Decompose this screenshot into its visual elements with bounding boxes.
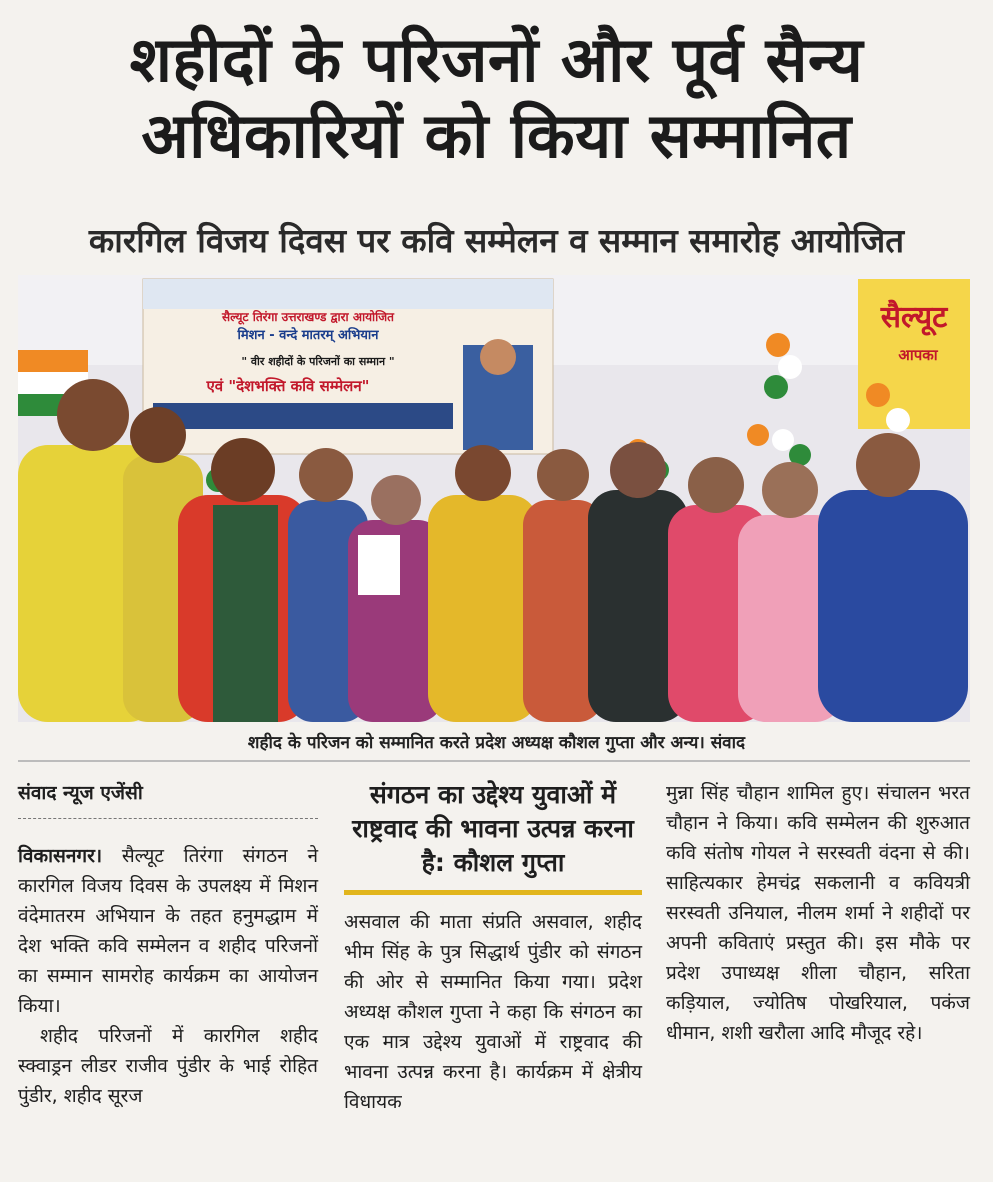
article-column-3 [666,778,970,1048]
byline: संवाद न्यूज एजेंसी [18,778,318,819]
paragraph-1 [18,841,318,1021]
event-photo [18,275,970,722]
headline-line-1: शहीदों के परिजनों और पूर्व सैन्य [129,23,864,96]
separator [18,760,970,762]
paragraph-2: शहीद परिजनों में कारगिल शहीद स्क्वाड्रन लीडर राजीव पुंडीर के भाई रोहित पुंडीर, शहीद सूरज [18,1025,318,1107]
subheadline: कारगिल विजय दिवस पर कवि सम्मेलन व सम्मान समारोह आयोजित [88,221,905,260]
banner-line-3: " वीर शहीदों के परिजनों का सम्मान " [241,355,395,368]
side-banner-text: सैल्यूट [880,300,948,335]
article-column-1 [18,778,318,1111]
paragraph-3: असवाल की माता संप्रति असवाल, शहीद भीम सिंह के पुत्र सिद्धार्थ पुंडीर को संगठन की ओर से सम्मानित किया गया। प्रदेश अध्यक्ष कौशल गुप्ता ने कहा कि संगठन का एक मात्र उद्देश्य युवाओं में राष्ट्रवाद की भावना उत्पन्न करना है। कार्यक्रम में क्षेत्रीय विधायक [344,911,642,1113]
banner-line-2: मिशन - वन्दे मातरम् अभियान [237,328,379,343]
paragraph-1-text: सैल्यूट तिरंगा संगठन ने कारगिल विजय दिवस के उपलक्ष्य में मिशन वंदेमातरम अभियान के तहत हनुमद्धाम में देश भक्ति कवि सम्मेलन व शहीद परिजनों का सम्मान सामरोह कार्यक्रम का आयोजन किया। [18,845,318,1017]
article-column-2 [344,778,642,1117]
headline [0,22,993,174]
pull-quote: संगठन का उद्देश्य युवाओं में राष्ट्रवाद की भावना उत्पन्न करना है: कौशल गुप्ता [344,778,642,895]
headline-line-2: अधिकारियों को किया सम्मानित [141,99,852,172]
dateline-place: विकासनगर। [18,845,103,867]
event-photo-illustration [18,275,970,722]
side-banner-text-2: आपका [898,346,938,364]
banner-line-1: सैल्यूट तिरंगा उत्तराखण्ड द्वारा आयोजित [221,310,395,324]
event-banner [143,279,553,454]
photo-caption: शहीद के परिजन को सम्मानित करते प्रदेश अध्यक्ष कौशल गुप्ता और अन्य। संवाद [247,733,746,753]
banner-line-4: एवं "देशभक्ति कवि सम्मेलन" [206,377,370,395]
paragraph-4: मुन्ना सिंह चौहान शामिल हुए। संचालन भरत चौहान ने किया। कवि सम्मेलन की शुरुआत कवि संतोष गोयल ने सरस्वती वंदना से की। साहित्यकार हेमचंद्र सकलानी व कवियत्री सरस्वती उनियाल, नीलम शर्मा ने शहीदों पर अपनी कविताएं प्रस्तुत की। इस मौके पर प्रदेश उपाध्यक्ष शीला चौहान, सरिता कड़ियाल, ज्योतिष पोखरियाल, पकंज धीमान, शशी खरौला आदि मौजूद रहे। [666,782,970,1044]
